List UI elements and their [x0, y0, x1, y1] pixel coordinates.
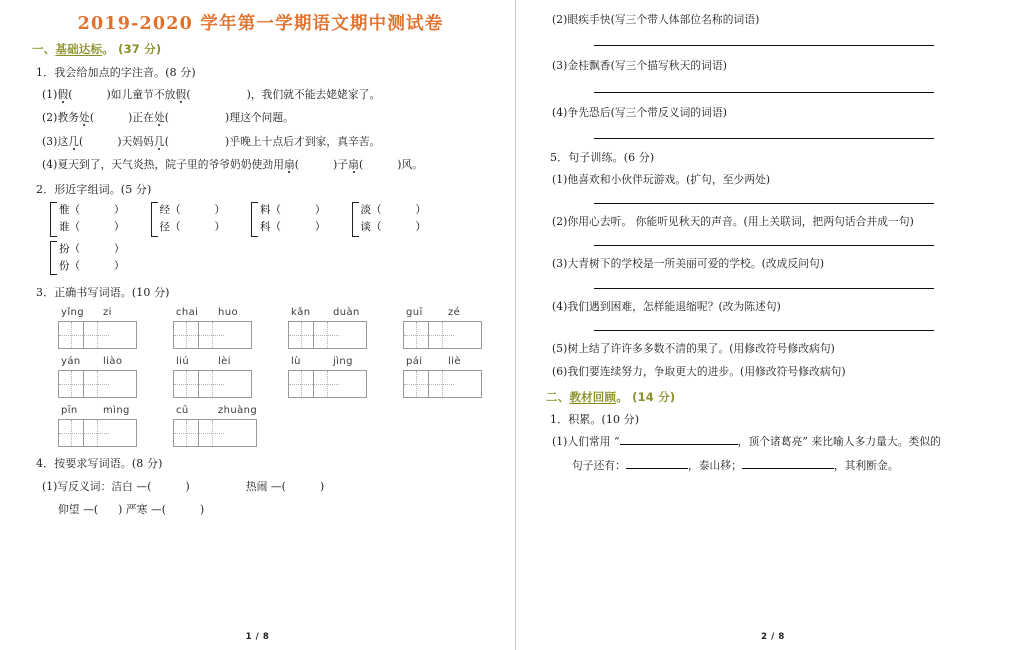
brace-bottom-char: 份（ ） [59, 260, 125, 273]
tianzige-boxes[interactable] [173, 370, 252, 398]
item-text: 我们遇到困难，怎样能退缩呢？(改为陈述句) [567, 299, 781, 313]
brace-group [251, 202, 326, 237]
page-title: 2019-2020 学年第一学期语文期中测试卷 [77, 14, 444, 34]
question-1-item-2: (2)教务处( )正在处( )理这个问题。 [42, 111, 295, 125]
writing-grid-group [173, 356, 252, 398]
item-number: (2) [42, 111, 58, 125]
tianzige-boxes[interactable] [173, 419, 257, 447]
question-4-item-4 [552, 103, 1006, 122]
writing-grid-row [58, 307, 493, 349]
tianzige-cell[interactable] [59, 420, 84, 446]
page-number-2: 2 / 8 [761, 632, 785, 642]
pinyin-label: pīn mìng [61, 405, 130, 417]
item-text: 金桂飘香(写三个描写秋天的词语) [567, 59, 728, 73]
question-5-item-4 [552, 297, 1006, 316]
writing-grid-row [58, 405, 493, 447]
section-heading-2 [546, 389, 1006, 405]
section-1-prefix: 一、 [32, 42, 56, 56]
section-2-name: 教材回顾 [569, 390, 617, 405]
item-number: (4) [552, 299, 568, 313]
writing-grid-group [58, 307, 137, 349]
brace-group [151, 202, 226, 237]
question-5-item-3 [552, 254, 1006, 273]
tianzige-cell[interactable] [199, 322, 224, 348]
section-1-name: 基础达标 [55, 42, 103, 56]
tianzige-boxes[interactable] [403, 321, 482, 349]
question-4-item-2 [552, 10, 1006, 29]
question-1-item-4: (4)夏天到了，天气炎热，院子里的爷爷奶奶使劲用扇( )子扇( )风。 [42, 157, 424, 171]
brace-top-char: 惟（ ） [59, 204, 125, 217]
tianzige-boxes[interactable] [58, 419, 137, 447]
section-1-score: (37 分) [118, 42, 162, 56]
question-5-title: 5．句子训练。(6 分) [550, 150, 655, 164]
question-5-item-6 [552, 362, 1006, 381]
answer-line[interactable] [594, 92, 934, 93]
item-number: (4) [42, 157, 58, 171]
item-text: 我们要连续努力，争取更大的进步。(用修改符号修改病句) [567, 365, 846, 379]
tianzige-cell[interactable] [199, 420, 224, 446]
writing-grid-group [58, 356, 137, 398]
writing-grid-group [403, 356, 482, 398]
item-text: 树上结了许许多多数不清的果了。(用修改符号修改病句) [567, 341, 835, 355]
pinyin-label: yǐng zi [61, 307, 112, 319]
tianzige-cell[interactable] [404, 322, 429, 348]
writing-grid-group [288, 307, 367, 349]
writing-grid-block [58, 307, 493, 447]
section-heading-1 [32, 41, 493, 57]
question-4-item-1-line-1: (1)写反义词：洁白 —( ) 热闹 —( ) [42, 479, 325, 493]
brace-bottom-char: 径（ ） [159, 221, 225, 234]
writing-grid-group [173, 405, 257, 447]
answer-line[interactable] [594, 45, 934, 46]
tianzige-cell[interactable] [404, 371, 429, 397]
question-1-item-1: (1)假( )如儿童节不放假( )，我们就不能去姥姥家了。 [42, 88, 381, 102]
tianzige-cell[interactable] [59, 322, 84, 348]
brace-bracket [50, 202, 57, 237]
answer-line[interactable] [594, 330, 934, 331]
question-1-item-3: (3)这几( )天妈妈几( )乎晚上十点后才到家，真辛苦。 [42, 134, 381, 148]
brace-top-char: 经（ ） [159, 204, 225, 217]
brace-bracket [50, 241, 57, 276]
tianzige-boxes[interactable] [288, 321, 367, 349]
pinyin-label: cū zhuàng [176, 405, 258, 417]
accumulation-text-d: ，泰山移； [687, 458, 742, 472]
tianzige-cell[interactable] [84, 371, 109, 397]
section-1-suffix: 。 [102, 42, 114, 56]
section2-question-1-title: 1．积累。(10 分) [550, 413, 640, 427]
brace-top-char: 淡（ ） [360, 204, 426, 217]
tianzige-cell[interactable] [174, 322, 199, 348]
tianzige-cell[interactable] [84, 420, 109, 446]
fill-blank[interactable] [620, 434, 738, 445]
question-5-item-5 [552, 339, 1006, 358]
tianzige-cell[interactable] [289, 322, 314, 348]
item-text: 争先恐后(写三个带反义词的词语) [567, 105, 728, 119]
accumulation-text-c: 句子还有： [572, 458, 626, 472]
item-number: (6) [552, 365, 568, 379]
pinyin-label: guī zé [406, 307, 461, 319]
tianzige-cell[interactable] [314, 371, 339, 397]
item-text: 他喜欢和小伙伴玩游戏。(扩句，至少两处) [567, 172, 771, 186]
answer-line[interactable] [594, 138, 934, 139]
item-number: (4) [552, 105, 568, 119]
page-number-1: 1 / 8 [245, 632, 270, 642]
question-5-item-2 [552, 212, 1006, 231]
brace-top-char: 料（ ） [260, 204, 326, 217]
tianzige-cell[interactable] [429, 322, 454, 348]
accumulation-text-b: ，顶个诸葛亮” 来比喻人多力量大。类似的 [737, 435, 941, 449]
tianzige-cell[interactable] [84, 322, 109, 348]
writing-grid-group [173, 307, 252, 349]
question-1-title: 1．我会给加点的字注音。(8 分) [36, 66, 196, 79]
accumulation-text-e: ，其利断金。 [833, 458, 899, 472]
tianzige-cell[interactable] [429, 371, 454, 397]
answer-line[interactable] [594, 288, 934, 289]
pinyin-label: yán liào [61, 356, 123, 368]
writing-grid-group [288, 356, 367, 398]
question-3-title: 3．正确书写词语。(10 分) [36, 286, 170, 300]
brace-bottom-char: 科（ ） [260, 221, 326, 234]
item-text: 你用心去听。 你能听见秋天的声音。(用上关联词，把两句话合并成一句) [567, 215, 914, 229]
tianzige-cell[interactable] [199, 371, 224, 397]
writing-grid-row [58, 356, 493, 398]
section2-question-1-line-1 [552, 432, 1006, 451]
fill-blank[interactable] [742, 458, 834, 469]
brace-bracket [352, 202, 359, 237]
question-4-item-1-line-2: 仰望 —( ) 严寒 —( ) [58, 502, 205, 516]
brace-bracket [251, 202, 258, 237]
accumulation-text-a: (1)人们常用 “ [552, 435, 620, 449]
item-number: (1) [42, 88, 58, 102]
item-number: (1) [552, 172, 568, 186]
question-2-brace-row-2 [50, 241, 493, 276]
item-number: (3) [42, 134, 58, 148]
question-2-brace-row-1 [50, 202, 493, 237]
answer-line[interactable] [594, 245, 934, 246]
question-4-title: 4．按要求写词语。(8 分) [36, 457, 163, 471]
tianzige-boxes[interactable] [58, 321, 137, 349]
pinyin-label: kǎn duàn [291, 307, 360, 319]
item-number: (3) [552, 257, 568, 271]
tianzige-cell[interactable] [174, 371, 199, 397]
brace-group [352, 202, 427, 237]
section-2-score: (14 分) [632, 390, 676, 405]
question-2-title: 2．形近字组词。(5 分) [36, 183, 152, 197]
question-5-item-1 [552, 170, 1006, 189]
tianzige-cell[interactable] [174, 420, 199, 446]
pinyin-label: chai huo [176, 307, 238, 319]
item-number: (3) [552, 59, 568, 73]
page-2 [515, 0, 1030, 650]
writing-grid-group [58, 405, 137, 447]
item-text: 大青树下的学校是一所美丽可爱的学校。(改成反问句) [567, 257, 825, 271]
tianzige-cell[interactable] [289, 371, 314, 397]
pinyin-label: liú lèi [176, 356, 231, 368]
tianzige-cell[interactable] [59, 371, 84, 397]
tianzige-boxes[interactable] [58, 370, 137, 398]
brace-top-char: 扮（ ） [59, 242, 125, 255]
item-number: (5) [552, 341, 568, 355]
brace-group [50, 202, 125, 237]
section2-question-1-line-2 [572, 456, 1006, 475]
tianzige-boxes[interactable] [288, 370, 367, 398]
fill-blank[interactable] [626, 458, 688, 469]
item-number: (2) [552, 215, 568, 229]
pinyin-label: lù jìng [291, 356, 353, 368]
section-2-prefix: 二、 [546, 390, 570, 405]
section-2-suffix: 。 [616, 390, 628, 405]
writing-grid-group [403, 307, 482, 349]
brace-bottom-char: 谁（ ） [59, 221, 125, 234]
brace-bottom-char: 谈（ ） [360, 221, 426, 234]
pinyin-label: pái liè [406, 356, 461, 368]
answer-line[interactable] [594, 203, 934, 204]
item-text: 眼疾手快(写三个带人体部位名称的词语) [567, 13, 760, 26]
question-4-item-3 [552, 56, 1006, 75]
brace-bracket [151, 202, 158, 237]
brace-group [50, 241, 125, 276]
antonym-label: (1)写反义词： [42, 479, 112, 493]
tianzige-boxes[interactable] [403, 370, 482, 398]
tianzige-boxes[interactable] [173, 321, 252, 349]
item-number: (2) [552, 13, 568, 26]
tianzige-cell[interactable] [314, 322, 339, 348]
